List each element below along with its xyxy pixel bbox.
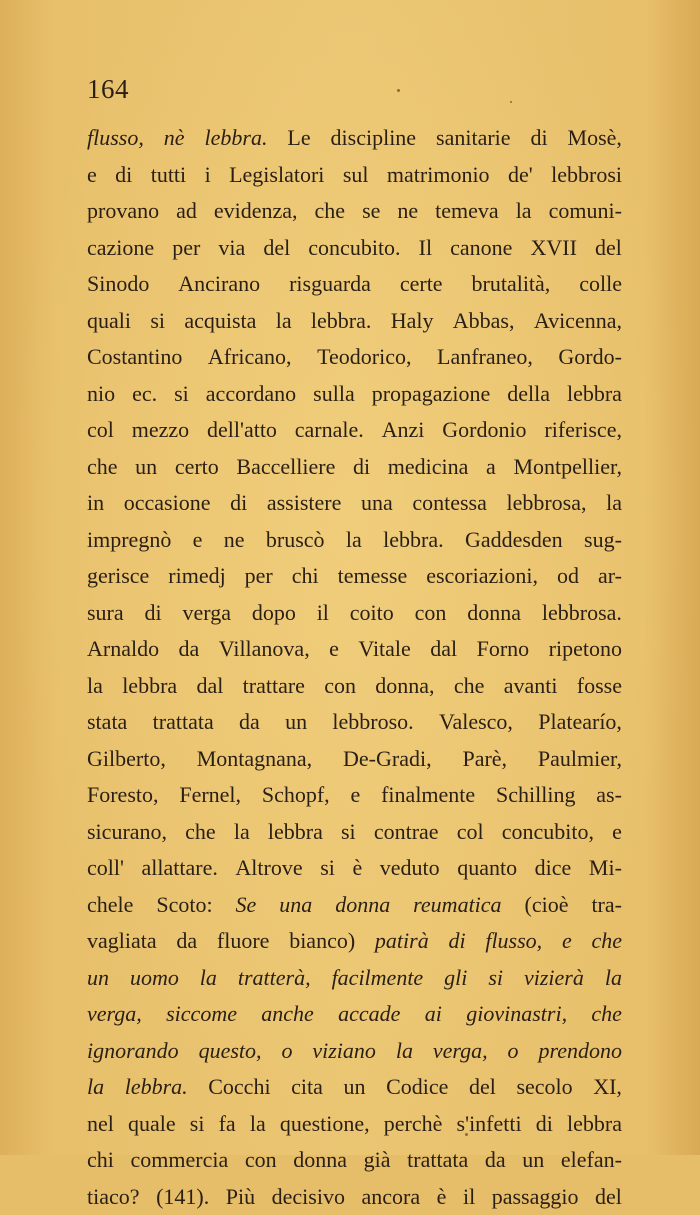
word: finalmente — [381, 777, 475, 814]
word: comuni- — [549, 193, 622, 230]
word: donna — [335, 887, 390, 924]
word: Teodorico, — [317, 339, 411, 376]
word: Le — [287, 120, 310, 157]
text-line — [87, 960, 622, 997]
word: riferisce, — [544, 412, 622, 449]
word: sura — [87, 595, 124, 632]
word: che — [454, 668, 485, 705]
word: la — [276, 303, 292, 340]
word: sug- — [584, 522, 622, 559]
word: il — [317, 595, 329, 632]
word: od — [557, 558, 579, 595]
word: cazione — [87, 230, 154, 267]
word: per — [172, 230, 200, 267]
word: via — [218, 230, 245, 267]
word: la — [87, 668, 103, 705]
text-line — [87, 777, 622, 814]
page-number: 164 — [87, 74, 129, 105]
word: vagliata — [87, 923, 157, 960]
word: ec. — [132, 376, 157, 413]
word: viziano — [312, 1033, 376, 1070]
word: Baccelliere — [236, 449, 335, 486]
word: di — [353, 449, 370, 486]
word: allattare. — [142, 850, 218, 887]
word: contessa — [412, 485, 487, 522]
word: prendono — [538, 1033, 622, 1070]
word: lebbrosa, — [506, 485, 586, 522]
word: trattare — [243, 668, 305, 705]
text-line — [87, 339, 622, 376]
word: coll' — [87, 850, 124, 887]
word: fosse — [577, 668, 622, 705]
word: il — [463, 1179, 475, 1215]
word: in — [87, 485, 104, 522]
word: Valesco, — [439, 704, 513, 741]
word: Codice — [386, 1069, 448, 1106]
word: contrae — [374, 814, 439, 851]
text-line — [87, 522, 622, 559]
word: Villanova, — [219, 631, 310, 668]
word: acquista — [184, 303, 256, 340]
word: da — [179, 631, 200, 668]
word: facilmente — [332, 960, 424, 997]
word: Legislatori — [229, 157, 324, 194]
word: mezzo — [132, 412, 189, 449]
word: che — [591, 996, 622, 1033]
text-line — [87, 449, 622, 486]
word: canone — [450, 230, 512, 267]
word: e — [87, 157, 97, 194]
word: fluore — [217, 923, 270, 960]
word: lebbra. — [383, 522, 443, 559]
word: Schilling — [496, 777, 575, 814]
text-line — [87, 120, 622, 157]
word: di — [530, 120, 547, 157]
word: un — [87, 960, 109, 997]
text-line — [87, 1033, 622, 1070]
word: di — [145, 595, 162, 632]
word: una — [279, 887, 312, 924]
word: passaggio — [492, 1179, 579, 1215]
word: per — [245, 558, 273, 595]
word: risguarda — [289, 266, 371, 303]
word: da — [176, 923, 197, 960]
text-line — [87, 230, 622, 267]
word: Anzi — [382, 412, 425, 449]
text-line — [87, 887, 622, 924]
word: si — [190, 1106, 205, 1143]
word: carnale. — [295, 412, 364, 449]
word: Forno — [477, 631, 530, 668]
ink-speck — [397, 89, 400, 92]
word: dice — [535, 850, 572, 887]
word: Gaddesden — [465, 522, 563, 559]
word: s'infetti — [457, 1106, 522, 1143]
word: Scoto: — [156, 887, 212, 924]
word: verga, — [87, 996, 142, 1033]
word: chi — [292, 558, 319, 595]
word: bianco) — [289, 923, 355, 960]
text-line — [87, 266, 622, 303]
word: di — [115, 157, 132, 194]
word: Parè, — [462, 741, 507, 778]
text-line — [87, 376, 622, 413]
word: sicurano, — [87, 814, 167, 851]
ink-speck — [510, 101, 512, 103]
word: la — [516, 193, 532, 230]
word: che — [591, 923, 622, 960]
word: ne — [224, 522, 245, 559]
word: che — [315, 193, 346, 230]
word: Avicenna, — [534, 303, 622, 340]
word: Haly — [391, 303, 434, 340]
word: un — [522, 1142, 544, 1179]
word: un — [135, 449, 157, 486]
word: un — [285, 704, 307, 741]
word: con — [245, 1142, 277, 1179]
text-line — [87, 558, 622, 595]
word: occasione — [124, 485, 211, 522]
word: di — [536, 1106, 553, 1143]
word: Foresto, — [87, 777, 159, 814]
word: certe — [400, 266, 443, 303]
text-line — [87, 814, 622, 851]
word: Gilberto, — [87, 741, 166, 778]
text-line — [87, 923, 622, 960]
text-line — [87, 704, 622, 741]
word: di — [448, 923, 465, 960]
word: o — [508, 1033, 519, 1070]
word: si — [341, 814, 356, 851]
word: lebbra. — [311, 303, 371, 340]
word: rimedj — [168, 558, 225, 595]
word: ai — [425, 996, 442, 1033]
word: se — [362, 193, 380, 230]
word: cita — [291, 1069, 323, 1106]
word: trattata — [153, 704, 214, 741]
word: Sinodo — [87, 266, 149, 303]
word: propagazione — [372, 376, 491, 413]
text-line — [87, 193, 622, 230]
word: accordano — [206, 376, 296, 413]
word: e — [329, 631, 339, 668]
word: a — [486, 449, 496, 486]
word: lebbrosa. — [542, 595, 622, 632]
word: e — [351, 777, 361, 814]
text-line — [87, 157, 622, 194]
word: chele — [87, 887, 133, 924]
text-line — [87, 741, 622, 778]
word: dal — [196, 668, 223, 705]
word: chi — [87, 1142, 114, 1179]
word: tratterà, — [238, 960, 311, 997]
word: Cocchi — [208, 1069, 270, 1106]
word: Fernel, — [179, 777, 241, 814]
word: brutalità, — [472, 266, 551, 303]
word: medicina — [388, 449, 469, 486]
word: ne — [397, 193, 418, 230]
word: colle — [579, 266, 622, 303]
text-line — [87, 485, 622, 522]
word: questo, — [199, 1033, 262, 1070]
word: da — [239, 704, 260, 741]
word: patirà — [375, 923, 429, 960]
word: flusso, — [87, 120, 144, 157]
word: avanti — [504, 668, 558, 705]
word: discipline — [331, 120, 417, 157]
word: dell'atto — [207, 412, 277, 449]
word: ancora — [362, 1179, 421, 1215]
word: Mi- — [589, 850, 622, 887]
word: matrimonio — [387, 157, 490, 194]
word: siccome — [166, 996, 237, 1033]
word: lebbra — [122, 668, 177, 705]
word: Africano, — [208, 339, 292, 376]
word: lebbra — [567, 376, 622, 413]
word: escoriazioni, — [426, 558, 538, 595]
word: Platearío, — [538, 704, 622, 741]
word: dopo — [252, 595, 296, 632]
word: nel — [87, 1106, 114, 1143]
word: vizierà — [524, 960, 584, 997]
word: nio — [87, 376, 115, 413]
word: della — [507, 376, 550, 413]
word: assistere — [267, 485, 342, 522]
word: che — [87, 449, 118, 486]
word: e — [193, 522, 203, 559]
word: fa — [219, 1106, 236, 1143]
word: flusso, — [485, 923, 542, 960]
word: Schopf, — [262, 777, 330, 814]
word: concubito. — [308, 230, 400, 267]
word: Arnaldo — [87, 631, 159, 668]
word: Più — [226, 1179, 255, 1215]
word: questione, — [280, 1106, 370, 1143]
text-line — [87, 1069, 622, 1106]
word: lebbra. — [125, 1069, 188, 1106]
word: di — [230, 485, 247, 522]
word: la — [346, 522, 362, 559]
word: lebbra — [268, 814, 323, 851]
word: Paulmier, — [538, 741, 622, 778]
word: col — [457, 814, 484, 851]
word: de' — [508, 157, 533, 194]
word: è — [352, 850, 362, 887]
word: verga, — [433, 1033, 488, 1070]
word: è — [437, 1179, 447, 1215]
word: stata — [87, 704, 127, 741]
word: col — [87, 412, 114, 449]
text-line — [87, 850, 622, 887]
word: perchè — [384, 1106, 443, 1143]
word: provano — [87, 193, 159, 230]
word: la — [396, 1033, 413, 1070]
word: Gordonio — [442, 412, 526, 449]
word: accade — [338, 996, 400, 1033]
text-line — [87, 668, 622, 705]
word: lebbroso. — [332, 704, 413, 741]
word: con — [415, 595, 447, 632]
word: si — [150, 303, 165, 340]
word: del — [595, 230, 622, 267]
word: XI, — [593, 1069, 622, 1106]
word: evidenza, — [214, 193, 298, 230]
word: Costantino — [87, 339, 182, 376]
word: donna, — [375, 668, 434, 705]
word: con — [324, 668, 356, 705]
word: trattata — [407, 1142, 468, 1179]
word: del — [595, 1179, 622, 1215]
text-line — [87, 1106, 622, 1143]
word: reumatica — [413, 887, 501, 924]
word: commercia — [131, 1142, 229, 1179]
word: decisivo — [272, 1179, 345, 1215]
word: del — [469, 1069, 496, 1106]
word: ripetono — [549, 631, 622, 668]
word: Gordo- — [558, 339, 622, 376]
word: già — [364, 1142, 391, 1179]
word: coito — [350, 595, 394, 632]
word: as- — [596, 777, 622, 814]
word: XVII — [531, 230, 577, 267]
word: (cioè — [525, 887, 569, 924]
word: Se — [236, 887, 257, 924]
word: Montagnana, — [197, 741, 312, 778]
text-line — [87, 303, 622, 340]
text-line — [87, 1142, 622, 1179]
text-line — [87, 1179, 622, 1215]
word: i — [205, 157, 211, 194]
word: una — [361, 485, 393, 522]
word: da — [485, 1142, 506, 1179]
word: bruscò — [266, 522, 325, 559]
word: tiaco? — [87, 1179, 140, 1215]
word: e — [562, 923, 572, 960]
word: elefan- — [561, 1142, 622, 1179]
word: lebbra — [567, 1106, 622, 1143]
word: la — [605, 960, 622, 997]
word: lebbra. — [205, 120, 268, 157]
word: sulla — [313, 376, 355, 413]
word: impregnò — [87, 522, 171, 559]
word: la — [234, 814, 250, 851]
word: De-Gradi, — [343, 741, 432, 778]
word: veduto — [380, 850, 440, 887]
word: la — [87, 1069, 104, 1106]
word: temesse — [338, 558, 408, 595]
word: donna — [293, 1142, 347, 1179]
text-line — [87, 412, 622, 449]
word: quale — [128, 1106, 176, 1143]
word: la — [200, 960, 217, 997]
word: tra- — [591, 887, 622, 924]
word: e — [612, 814, 622, 851]
word: dal — [430, 631, 457, 668]
word: Ancirano — [178, 266, 260, 303]
word: concubito, — [502, 814, 594, 851]
word: secolo — [516, 1069, 572, 1106]
word: quanto — [457, 850, 517, 887]
word: o — [281, 1033, 292, 1070]
word: gerisce — [87, 558, 149, 595]
word: Montpellier, — [513, 449, 622, 486]
word: uomo — [130, 960, 179, 997]
word: giovinastri, — [466, 996, 567, 1033]
text-line — [87, 631, 622, 668]
word: Vitale — [358, 631, 410, 668]
word: Altrove — [235, 850, 302, 887]
word: certo — [175, 449, 219, 486]
word: Il — [419, 230, 432, 267]
word: ad — [176, 193, 197, 230]
word: donna — [467, 595, 521, 632]
word: si — [174, 376, 189, 413]
word: lebbrosi — [551, 157, 622, 194]
word: sul — [343, 157, 369, 194]
word: si — [488, 960, 503, 997]
word: temeva — [435, 193, 499, 230]
word: Lanfraneo, — [437, 339, 533, 376]
word: tutti — [151, 157, 186, 194]
word: ar- — [598, 558, 622, 595]
text-line — [87, 595, 622, 632]
word: quali — [87, 303, 131, 340]
word: un — [343, 1069, 365, 1106]
word: anche — [261, 996, 314, 1033]
word: Mosè, — [568, 120, 622, 157]
body-text — [87, 120, 622, 1215]
word: gli — [444, 960, 467, 997]
word: ignorando — [87, 1033, 179, 1070]
word: che — [185, 814, 216, 851]
word: la — [606, 485, 622, 522]
word: si — [320, 850, 335, 887]
word: sanitarie — [436, 120, 511, 157]
word: nè — [164, 120, 185, 157]
word: (141). — [156, 1179, 209, 1215]
word: del — [263, 230, 290, 267]
word: la — [250, 1106, 266, 1143]
text-line — [87, 996, 622, 1033]
word: Abbas, — [453, 303, 515, 340]
word: verga — [183, 595, 231, 632]
